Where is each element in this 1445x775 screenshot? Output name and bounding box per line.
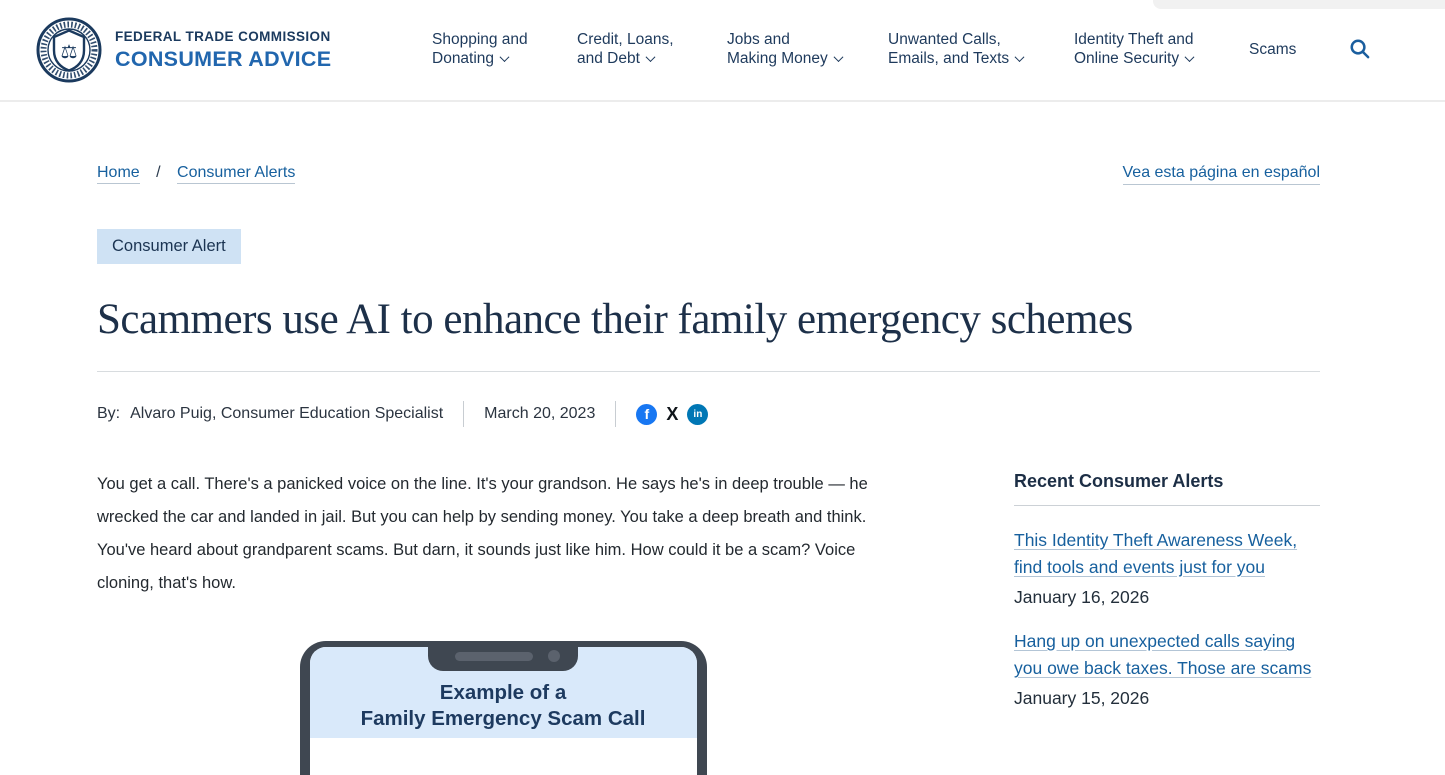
share-buttons: [636, 404, 708, 425]
nav-item-shopping-and-donating[interactable]: Shopping and Donating: [432, 31, 528, 67]
byline-divider: [463, 401, 464, 427]
phone-speaker: [455, 652, 533, 661]
page-title: Scammers use AI to enhance their family emergency schemes: [97, 296, 1133, 343]
recent-alert-date-2: January 15, 2026: [1014, 688, 1150, 708]
recent-alert-date-1: January 16, 2026: [1014, 587, 1150, 607]
chevron-down-icon: [645, 52, 655, 62]
breadcrumb: [97, 164, 295, 182]
list-item: [1014, 628, 1320, 709]
search-icon: [1348, 37, 1371, 60]
phone-notch: [428, 641, 578, 671]
facebook-share-icon[interactable]: f: [636, 404, 657, 425]
agency-name: FEDERAL TRADE COMMISSION: [115, 28, 331, 44]
sidebar-heading: Recent Consumer Alerts: [1014, 471, 1224, 491]
byline-divider: [615, 401, 616, 427]
byline-label: By:: [97, 405, 121, 422]
site-logo[interactable]: [36, 17, 331, 83]
scam-call-example-image: [300, 641, 707, 775]
chevron-down-icon: [1015, 52, 1025, 62]
nav-item-scams[interactable]: Scams: [1249, 40, 1297, 58]
recent-alert-link-2[interactable]: Hang up on unexpected calls saying you owe back taxes. Those are scams: [1014, 631, 1312, 678]
breadcrumb-home-link[interactable]: Home: [97, 164, 140, 184]
image-heading-line1: Example of a: [439, 681, 567, 704]
author-name: Alvaro Puig, Consumer Education Specialist: [130, 405, 444, 422]
byline-row: [97, 401, 1320, 427]
breadcrumb-row: [97, 164, 1320, 185]
consumer-alert-badge[interactable]: Consumer Alert: [97, 229, 241, 264]
article-body: [97, 468, 909, 775]
chevron-down-icon: [833, 52, 843, 62]
breadcrumb-consumer-alerts-link[interactable]: Consumer Alerts: [177, 164, 295, 184]
publish-date: March 20, 2023: [484, 405, 596, 422]
site-name: CONSUMER ADVICE: [115, 46, 332, 71]
chevron-down-icon: [500, 52, 510, 62]
sidebar-divider: [1014, 505, 1320, 506]
svg-text:⚖: ⚖: [60, 42, 78, 63]
chevron-down-icon: [1185, 52, 1195, 62]
recent-alert-link-1[interactable]: This Identity Theft Awareness Week, find tools and events just for you: [1014, 530, 1298, 577]
list-item: [1014, 527, 1320, 608]
recent-alerts-sidebar: [1014, 468, 1320, 775]
nav-item-identity-theft-online-security[interactable]: Identity Theft and Online Security: [1074, 31, 1194, 67]
spanish-language-link[interactable]: Vea esta página en español: [1123, 164, 1321, 185]
x-share-icon[interactable]: X: [666, 404, 679, 424]
phone-camera: [548, 650, 560, 662]
header-divider: [0, 100, 1445, 102]
breadcrumb-separator: /: [156, 164, 161, 181]
linkedin-share-icon[interactable]: in: [687, 404, 708, 425]
ftc-seal-icon: [36, 17, 102, 83]
image-heading-line2: Family Emergency Scam Call: [360, 707, 646, 730]
nav-item-unwanted-calls-emails-texts[interactable]: Unwanted Calls, Emails, and Texts: [888, 31, 1030, 69]
article-paragraph: You get a call. There's a panicked voice on the line. It's your grandson. He says he's in deep trouble — he wrecked the car and landed in jail. But you can help by sending money. You take a deep breath and think. You've heard about grandparent scams. But darn, it sounds just like him. How could it be a scam? Voice cloning, that's how.: [97, 475, 868, 592]
nav-item-jobs-making-money[interactable]: Jobs and Making Money: [727, 31, 844, 69]
site-header: [0, 0, 1445, 100]
search-button[interactable]: [1346, 35, 1373, 65]
title-divider: [97, 371, 1320, 372]
main-nav: [432, 0, 1373, 100]
nav-item-credit-loans-debt[interactable]: Credit, Loans, and Debt: [577, 31, 674, 67]
